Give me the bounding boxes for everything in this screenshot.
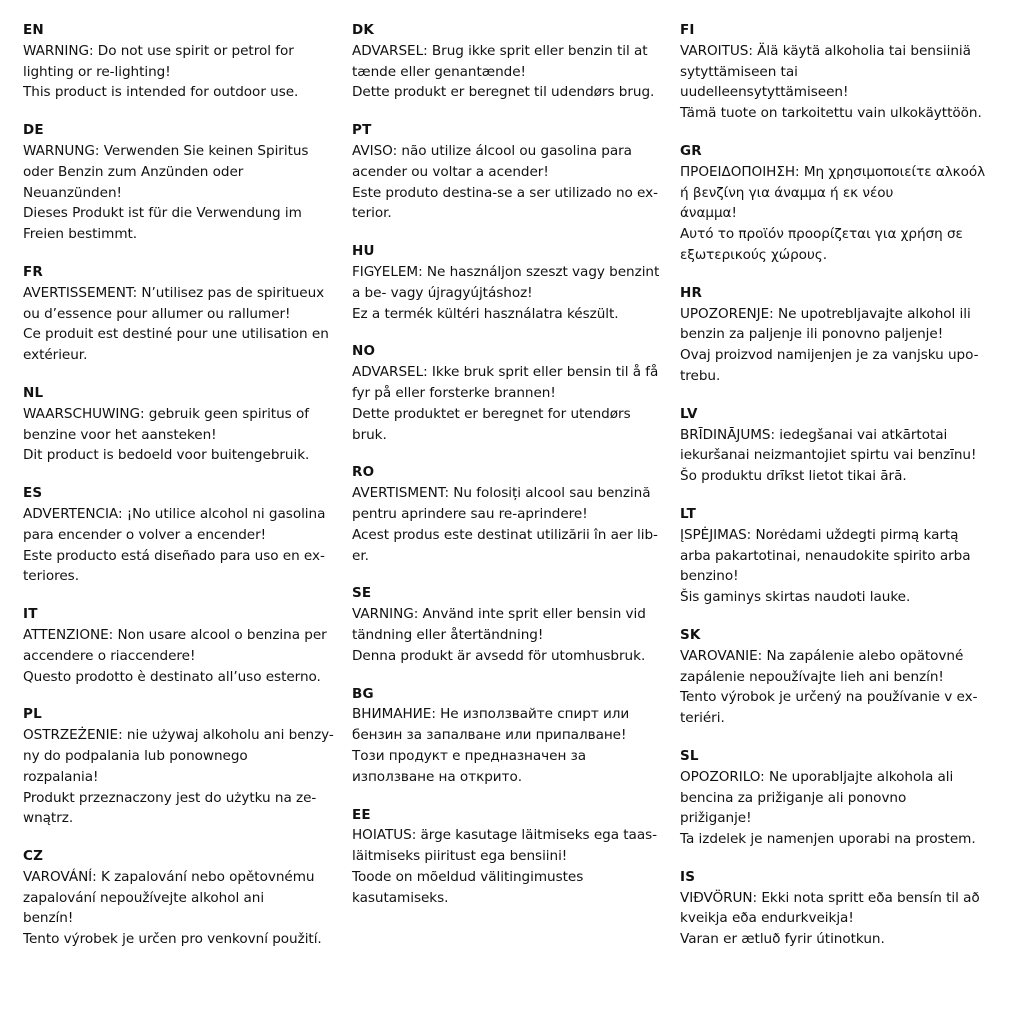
warning-text-line: Dette produktet er beregnet for utendørs (352, 405, 631, 422)
warning-text-line: ή βενζίνη για άναμμα ή εκ νέου (680, 184, 894, 201)
warning-text-line: a be- vagy újragyújtáshoz! (352, 284, 533, 301)
warning-block-gr (680, 141, 1010, 266)
warning-block-fi (680, 20, 1010, 124)
warning-text-line: wnątrz. (23, 810, 74, 827)
warning-block-sl (680, 746, 1010, 850)
warning-text-line: kasutamiseks. (352, 889, 449, 906)
warning-text-line: Este produto destina-se a ser utilizado no ex- (352, 184, 658, 201)
language-code: HU (352, 243, 375, 260)
warning-block-de (23, 120, 345, 245)
warning-block-hu (352, 241, 672, 324)
language-code: GR (680, 142, 702, 159)
warning-text-line: läitmiseks piiritust ega bensiini! (352, 848, 568, 865)
warning-text-line: Questo prodotto è destinato all’uso esterno. (23, 668, 321, 685)
warning-text-line: benzín! (23, 910, 74, 927)
warning-text-line: OSTRZEŻENIE: nie używaj alkoholu ani benzy- (23, 727, 334, 744)
language-code: BG (352, 685, 374, 702)
warning-text-line: Produkt przeznaczony jest do użytku na ze- (23, 789, 317, 806)
warning-text-line: HOIATUS: ärge kasutage läitmiseks ega taas- (352, 827, 658, 844)
warning-text-line: Dette produkt er beregnet til udendørs brug. (352, 84, 655, 101)
warning-text-line: er. (352, 547, 369, 564)
warning-text-line: lighting or re-lighting! (23, 63, 171, 80)
warning-text-line: Freien bestimmt. (23, 226, 138, 243)
warning-block-cz (23, 846, 345, 950)
language-code: LT (680, 505, 696, 522)
language-code: NO (352, 343, 376, 360)
warning-text-line: ou d’essence pour allumer ou rallumer! (23, 305, 291, 322)
warning-text-line: Tento výrobek je určen pro venkovní použití. (23, 931, 322, 948)
warning-text-line: Este producto está diseñado para uso en ex- (23, 547, 325, 564)
warning-text-line: WARNING: Do not use spirit or petrol for (23, 42, 294, 59)
warning-block-fr (23, 262, 345, 366)
warning-block-no (352, 341, 672, 445)
warning-text-line: OPOZORILO: Ne uporabljajte alkohola ali (680, 768, 954, 785)
warning-text-line: terior. (352, 205, 392, 222)
warning-text-line: ADVERTENCIA: ¡No utilice alcohol ni gasolina (23, 505, 326, 522)
language-code: SL (680, 747, 699, 764)
warning-text-line: AVERTISSEMENT: N’utilisez pas de spiritueux (23, 284, 325, 301)
language-code: DK (352, 22, 375, 38)
warning-text-line: Dit product is bedoeld voor buitengebruik. (23, 447, 310, 464)
warning-block-pt (352, 120, 672, 224)
warning-text-line: benzino! (680, 568, 739, 585)
warning-text-line: kveikja eða endurkveikja! (680, 910, 854, 927)
warning-text-line: extérieur. (23, 347, 88, 364)
warning-text-line: oder Benzin zum Anzünden oder (23, 163, 244, 180)
warning-text-line: ny do podpalania lub ponownego (23, 747, 248, 764)
column-2 (352, 20, 672, 925)
warning-text-line: tænde eller genantænde! (352, 63, 526, 80)
language-code: FR (23, 263, 44, 280)
warning-text-line: ВНИМАНИЕ: Не използвайте спирт или (352, 706, 630, 723)
warning-text-line: Neuanzünden! (23, 184, 122, 201)
language-code: FI (680, 22, 695, 38)
warning-text-line: ADVARSEL: Ikke bruk sprit eller bensin til å få (352, 364, 659, 381)
warning-block-ee (352, 805, 672, 909)
warning-text-line: prižiganje! (680, 810, 752, 827)
warning-block-ro (352, 462, 672, 566)
language-code: ES (23, 485, 43, 502)
language-code: EE (352, 806, 371, 823)
warning-text-line: teriores. (23, 568, 79, 585)
warning-text-line: WAARSCHUWING: gebruik geen spiritus of (23, 405, 309, 422)
warning-text-line: FIGYELEM: Ne használjon szeszt vagy benzint (352, 263, 660, 280)
warning-block-it (23, 604, 345, 687)
language-code: DE (23, 122, 44, 139)
warning-block-lv (680, 404, 1010, 487)
language-code: IS (680, 868, 696, 885)
warning-block-lt (680, 504, 1010, 608)
warning-text-line: BRĪDINĀJUMS: iedegšanai vai atkārtotai (680, 426, 948, 443)
warning-block-is (680, 867, 1010, 950)
warning-text-line: Този продукт е предназначен за (352, 747, 587, 764)
warning-block-hr (680, 283, 1010, 387)
warning-text-line: bruk. (352, 426, 387, 443)
warning-text-line: ADVARSEL: Brug ikke sprit eller benzin til at (352, 42, 648, 59)
language-code: HR (680, 284, 703, 301)
warning-text-line: accendere o riaccendere! (23, 647, 196, 664)
language-code: RO (352, 464, 375, 481)
warning-text-line: бензин за запалване или припалване! (352, 727, 627, 744)
warning-text-line: WARNUNG: Verwenden Sie keinen Spiritus (23, 142, 309, 159)
warning-text-line: Šis gaminys skirtas naudoti lauke. (680, 589, 911, 606)
warning-text-line: rozpalania! (23, 768, 99, 785)
language-code: NL (23, 384, 44, 401)
warning-text-line: VIÐVÖRUN: Ekki nota spritt eða bensín til að (680, 889, 980, 906)
language-code: SE (352, 585, 372, 602)
warning-block-nl (23, 383, 345, 466)
warning-text-line: sytyttämiseen tai (680, 63, 798, 80)
warning-text-line: εξωτερικούς χώρους. (680, 246, 827, 263)
warning-text-line: Šo produktu drīkst lietot tikai ārā. (680, 468, 907, 485)
language-code: CZ (23, 848, 44, 865)
warning-text-line: benzin za paljenje ili ponovno paljenje! (680, 326, 944, 343)
warning-text-line: para encender o volver a encender! (23, 526, 267, 543)
warning-block-sk (680, 625, 1010, 729)
warning-text-line: fyr på eller forsterke brannen! (352, 384, 556, 401)
warning-text-line: benzine voor het aansteken! (23, 426, 217, 443)
warning-text-line: bencina za prižiganje ali ponovno (680, 789, 907, 806)
warning-text-line: zapalování nepoužívejte alkohol ani (23, 889, 265, 906)
warning-text-line: άναμμα! (680, 205, 737, 222)
warning-text-line: trebu. (680, 367, 721, 384)
warning-text-line: ATTENZIONE: Non usare alcool o benzina per (23, 626, 327, 643)
warning-block-pl (23, 704, 345, 829)
warning-text-line: acender ou voltar a acender! (352, 163, 549, 180)
warning-text-line: teriéri. (680, 710, 725, 727)
warning-text-line: VAROVANIE: Na zapálenie alebo opätovné (680, 647, 964, 664)
warning-text-line: Varan er ætluð fyrir útinotkun. (680, 931, 885, 948)
warning-text-line: Αυτό το προϊόν προορίζεται για χρήση σε (680, 226, 963, 243)
warning-block-dk (352, 20, 672, 103)
warning-text-line: AVERTISMENT: Nu folosiți alcool sau benzină (352, 485, 651, 502)
column-3 (680, 20, 1010, 967)
warning-text-line: uudelleensytyttämiseen! (680, 84, 849, 101)
warning-block-es (23, 483, 345, 587)
warning-text-line: pentru aprindere sau re-aprindere! (352, 505, 588, 522)
warning-block-se (352, 583, 672, 666)
warning-text-line: tändning eller återtändning! (352, 626, 544, 643)
warning-text-line: ΠΡΟΕΙΔΟΠΟΙΗΣΗ: Μη χρησιμοποιείτε αλκοόλ (680, 163, 986, 180)
warning-text-line: zapálenie nepoužívajte lieh ani benzín! (680, 668, 944, 685)
warning-text-line: Ovaj proizvod namijenjen je za vanjsku upo- (680, 347, 979, 364)
language-code: PL (23, 706, 42, 723)
warning-text-line: Tämä tuote on tarkoitettu vain ulkokäyttöön. (680, 105, 982, 122)
warning-text-line: Acest produs este destinat utilizării în aer lib- (352, 526, 658, 543)
warning-text-line: използване на открито. (352, 768, 523, 785)
warning-text-line: iekuršanai neizmantojiet spirtu vai benzīnu! (680, 447, 977, 464)
warning-text-line: VAROITUS: Älä käytä alkoholia tai bensiiniä (680, 42, 971, 59)
warning-block-bg (352, 684, 672, 788)
warning-text-line: Toode on mõeldud välitingimustes (352, 868, 584, 885)
warning-text-line: AVISO: não utilize álcool ou gasolina para (352, 142, 632, 159)
warning-text-line: Ce produit est destiné pour une utilisation en (23, 326, 329, 343)
warning-text-line: Denna produkt är avsedd för utomhusbruk. (352, 647, 646, 664)
language-code: EN (23, 22, 44, 38)
language-code: SK (680, 626, 701, 643)
warning-text-line: VARNING: Använd inte sprit eller bensin vid (352, 606, 646, 623)
warning-block-en (23, 20, 345, 103)
language-code: IT (23, 606, 38, 623)
language-code: LV (680, 405, 698, 422)
warning-text-line: Ez a termék kültéri használatra készült. (352, 305, 619, 322)
warning-text-line: arba pakartotinai, nenaudokite spirito arba (680, 547, 971, 564)
warning-text-line: Tento výrobok je určený na používanie v ex- (680, 689, 978, 706)
warning-text-line: UPOZORENJE: Ne upotrebljavajte alkohol ili (680, 305, 971, 322)
warning-text-line: This product is intended for outdoor use. (23, 84, 299, 101)
warning-text-line: VAROVÁNÍ: K zapalování nebo opětovnému (23, 868, 315, 885)
language-code: PT (352, 122, 372, 139)
column-1 (23, 20, 345, 967)
warning-text-line: Ta izdelek je namenjen uporabi na prostem. (680, 831, 976, 848)
warning-text-line: Dieses Produkt ist für die Verwendung im (23, 205, 302, 222)
warning-text-line: ĮSPĖJIMAS: Norėdami uždegti pirmą kartą (680, 526, 959, 543)
